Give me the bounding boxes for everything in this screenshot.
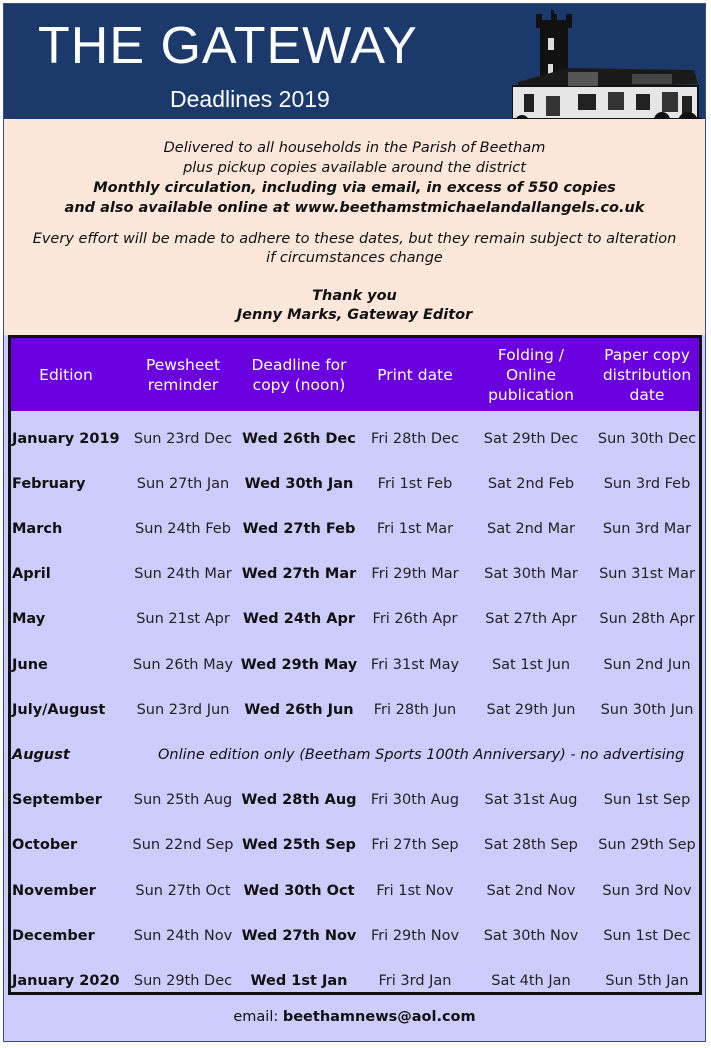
- date-cell: Sat 31st Aug: [484, 792, 578, 809]
- header-line: Paper copy: [604, 345, 690, 364]
- date-cell: Fri 31st May: [370, 656, 460, 673]
- edition-cell: July/August: [12, 701, 106, 718]
- footer-email-link[interactable]: beethamnews@aol.com: [282, 1009, 476, 1025]
- date-cell: Sun 24th Mar: [134, 566, 232, 583]
- header-line: reminder: [147, 375, 219, 394]
- date-cell: Wed 27th Feb: [242, 520, 356, 537]
- table-header: [11, 338, 699, 411]
- date-cell: Sat 27th Apr: [485, 611, 577, 628]
- date-cell: Sun 3rd Nov: [602, 882, 692, 899]
- edition-cell: August: [12, 746, 70, 763]
- edition-cell: May: [12, 611, 46, 628]
- date-cell: Sat 2nd Nov: [486, 882, 576, 899]
- header-line: copy (noon): [252, 375, 346, 394]
- deadlines-table: [8, 335, 702, 995]
- edition-cell: June: [12, 656, 48, 673]
- intro-line-circulation: Monthly circulation, including via email, in excess of 550 copies: [93, 180, 616, 196]
- intro-line-pickup: plus pickup copies available around the district: [183, 160, 526, 176]
- date-cell: Fri 26th Apr: [372, 611, 458, 628]
- date-cell: Sat 30th Mar: [484, 566, 578, 583]
- intro-signature: Jenny Marks, Gateway Editor: [236, 307, 473, 323]
- online-only-note: Online edition only (Beetham Sports 100th Anniversary) - no advertising: [158, 746, 685, 763]
- header-deadline: [241, 338, 357, 411]
- edition-cell: February: [12, 475, 86, 492]
- intro-thanks: Thank you: [312, 288, 397, 304]
- header-line: Folding /: [497, 345, 565, 364]
- date-cell: Wed 24th Apr: [243, 611, 355, 628]
- date-cell: Sun 27th Jan: [136, 475, 230, 492]
- date-cell: Wed 27th Nov: [241, 927, 357, 944]
- date-cell: Sat 1st Jun: [491, 656, 571, 673]
- edition-cell: January 2019: [12, 430, 120, 447]
- date-cell: Sat 29th Jun: [486, 701, 576, 718]
- date-cell: Sun 3rd Feb: [603, 475, 691, 492]
- page-title: THE GATEWAY: [38, 17, 418, 75]
- header-line: Online: [505, 365, 556, 384]
- date-cell: Sun 23rd Dec: [133, 430, 233, 447]
- deadlines-sheet: [3, 3, 706, 1042]
- date-cell: Sat 2nd Feb: [487, 475, 575, 492]
- table-row: [11, 642, 699, 687]
- edition-cell: March: [12, 520, 63, 537]
- date-cell: Fri 1st Mar: [376, 520, 454, 537]
- edition-cell: September: [12, 792, 102, 809]
- table-row: [11, 687, 699, 732]
- header-line: Pewsheet: [145, 355, 221, 374]
- date-cell: Fri 1st Feb: [377, 475, 453, 492]
- date-cell: Sat 29th Dec: [483, 430, 579, 447]
- intro-line-website: and also available online at www.beethamstmichaelandallangels.co.uk: [64, 200, 645, 216]
- date-cell: Sun 23rd Jun: [136, 701, 230, 718]
- date-cell: Wed 27th Mar: [241, 566, 357, 583]
- header-pewsheet-reminder: [125, 338, 241, 411]
- table-row: [11, 958, 699, 1003]
- date-cell: Wed 30th Oct: [243, 882, 355, 899]
- header-folding-online: [473, 338, 589, 411]
- table-row-special: [11, 732, 699, 777]
- date-cell: Sat 4th Jan: [491, 972, 571, 989]
- table-row: [11, 461, 699, 506]
- date-cell: Sun 29th Dec: [133, 972, 233, 989]
- table-row: [11, 597, 699, 642]
- date-cell: Sun 25th Aug: [133, 792, 233, 809]
- date-cell: Fri 28th Jun: [373, 701, 457, 718]
- header-line: distribution: [602, 365, 692, 384]
- header-line: date: [629, 385, 665, 404]
- page-subtitle: Deadlines 2019: [170, 86, 330, 112]
- edition-cell: December: [12, 927, 95, 944]
- date-cell: Sun 27th Oct: [135, 882, 231, 899]
- date-cell: Sun 30th Dec: [597, 430, 697, 447]
- date-cell: Sun 24th Nov: [133, 927, 233, 944]
- edition-cell: October: [12, 837, 78, 854]
- footer-email-label: email:: [233, 1009, 279, 1025]
- edition-cell: November: [12, 882, 96, 899]
- date-cell: Wed 26th Dec: [242, 430, 356, 447]
- date-cell: Sat 2nd Mar: [487, 520, 575, 537]
- date-cell: Sun 29th Sep: [598, 837, 696, 854]
- header-line: publication: [488, 385, 574, 404]
- date-cell: Sun 1st Sep: [603, 792, 691, 809]
- date-cell: Wed 28th Aug: [241, 792, 357, 809]
- header-paper-distribution: [589, 338, 705, 411]
- date-cell: Fri 30th Aug: [370, 792, 460, 809]
- intro-line-disclaimer-cont: if circumstances change: [266, 250, 443, 266]
- date-cell: Wed 1st Jan: [250, 972, 348, 989]
- table-row: [11, 913, 699, 958]
- date-cell: Sun 3rd Mar: [602, 520, 692, 537]
- date-cell: Fri 28th Dec: [371, 430, 459, 447]
- table-row: [11, 868, 699, 913]
- table-row: [11, 823, 699, 868]
- date-cell: Sat 30th Nov: [483, 927, 579, 944]
- header-print-date: [357, 338, 473, 411]
- header-edition: [7, 338, 125, 411]
- edition-cell: January 2020: [12, 972, 120, 989]
- date-cell: Fri 29th Mar: [371, 566, 459, 583]
- date-cell: Wed 26th Jun: [244, 701, 354, 718]
- date-cell: Sun 21st Apr: [136, 611, 230, 628]
- table-row: [11, 506, 699, 551]
- date-cell: Wed 30th Jan: [244, 475, 354, 492]
- date-cell: Sat 28th Sep: [484, 837, 578, 854]
- footer: [4, 1009, 705, 1025]
- intro-panel: [4, 119, 705, 335]
- date-cell: Sun 24th Feb: [135, 520, 231, 537]
- date-cell: Sun 22nd Sep: [132, 837, 234, 854]
- table-row: [11, 552, 699, 597]
- header-line: Edition: [39, 365, 93, 384]
- intro-line-disclaimer: Every effort will be made to adhere to these dates, but they remain subject to alteration: [32, 231, 677, 247]
- date-cell: Sun 28th Apr: [599, 611, 695, 628]
- header-line: Deadline for: [251, 355, 347, 374]
- date-cell: Sun 2nd Jun: [603, 656, 691, 673]
- date-cell: Fri 1st Nov: [376, 882, 454, 899]
- date-cell: Sun 26th May: [132, 656, 234, 673]
- church-icon: [512, 10, 702, 132]
- table-row: [11, 778, 699, 823]
- date-cell: Fri 27th Sep: [371, 837, 459, 854]
- header-line: Print date: [377, 365, 453, 384]
- date-cell: Sun 5th Jan: [605, 972, 689, 989]
- edition-cell: April: [12, 566, 51, 583]
- date-cell: Wed 25th Sep: [242, 837, 356, 854]
- date-cell: Fri 29th Nov: [370, 927, 460, 944]
- date-cell: Sun 1st Dec: [603, 927, 691, 944]
- date-cell: Sun 31st Mar: [599, 566, 695, 583]
- table-row: [11, 416, 699, 461]
- intro-line-delivery: Delivered to all households in the Parish of Beetham: [163, 140, 546, 156]
- date-cell: Sun 30th Jun: [600, 701, 694, 718]
- date-cell: Wed 29th May: [240, 656, 358, 673]
- date-cell: Fri 3rd Jan: [378, 972, 452, 989]
